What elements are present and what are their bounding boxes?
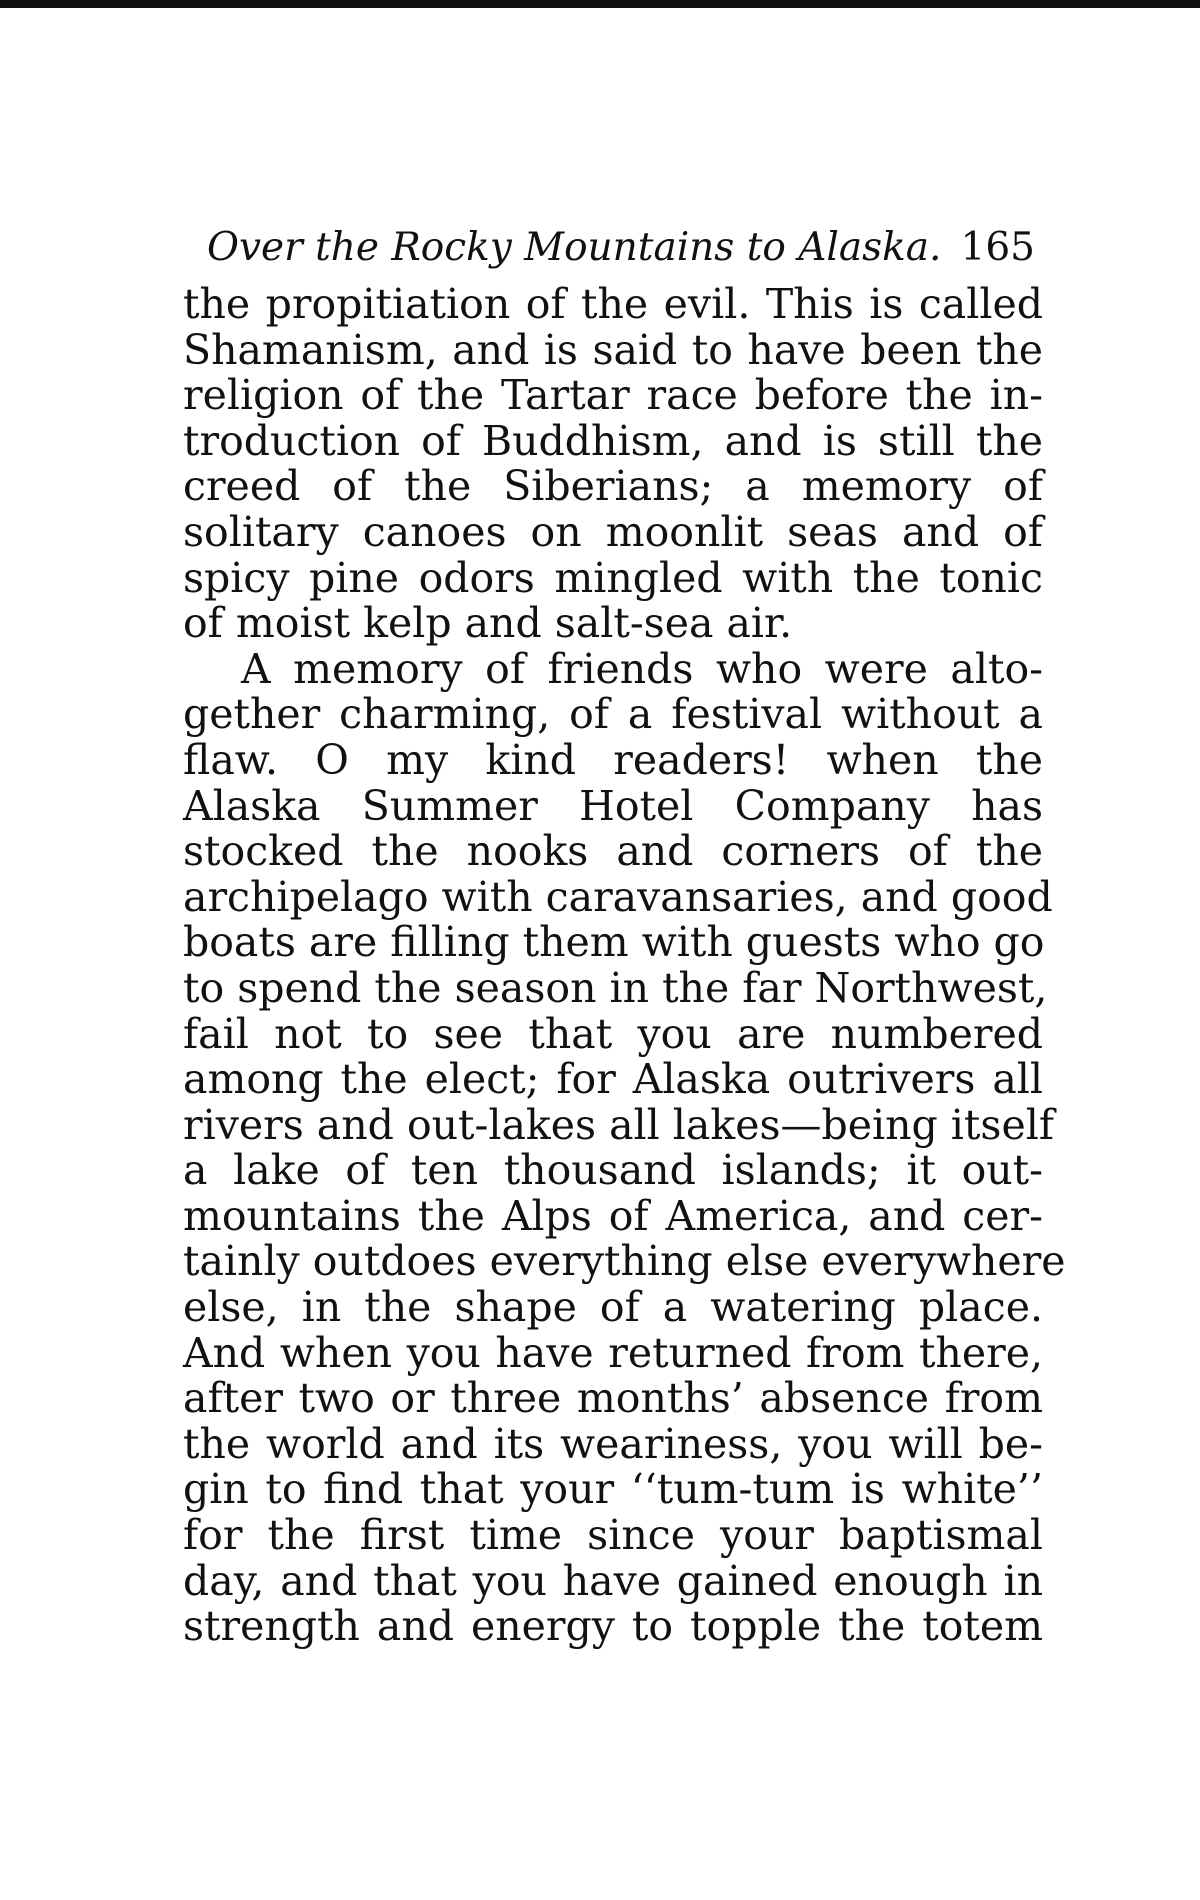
text-line: fail not to see that you are numbered (183, 1009, 1043, 1058)
body-text (183, 280, 1066, 1651)
text-line: stocked the nooks and corners of the (183, 827, 1043, 876)
paragraph (183, 282, 1043, 647)
text-line: strength and energy to topple the totem (183, 1602, 1043, 1651)
text-line: archipelago with caravansaries, and good (183, 872, 1053, 921)
text-line: the propitiation of the evil. This is called (183, 280, 1043, 328)
text-line: spicy pine odors mingled with the tonic (183, 553, 1043, 602)
text-line: creed of the Siberians; a memory of (183, 462, 1043, 511)
text-line: Alaska Summer Hotel Company has (183, 781, 1043, 830)
book-page (183, 220, 1066, 1651)
page-number: 165 (960, 225, 1035, 270)
text-line: troduction of Buddhism, and is still the (183, 416, 1043, 465)
text-line: And when you have returned from there, (183, 1328, 1043, 1377)
text-line: to spend the season in the far Northwest, (183, 963, 1048, 1012)
text-line: for the first time since your baptismal (183, 1511, 1043, 1560)
text-line: after two or three months’ absence from (183, 1374, 1043, 1423)
text-line: rivers and out-lakes all lakes—being itself (183, 1100, 1054, 1149)
text-line: day, and that you have gained enough in (183, 1556, 1043, 1605)
text-line: A memory of friends who were alto- (241, 644, 1043, 693)
top-border-rule (0, 0, 1200, 8)
text-line: among the elect; for Alaska outrivers all (183, 1055, 1043, 1104)
running-title: Over the Rocky Mountains to Alaska. (207, 225, 942, 270)
text-line: else, in the shape of a watering place. (183, 1283, 1043, 1332)
text-line: boats are filling them with guests who go (183, 918, 1045, 967)
text-line: religion of the Tartar race before the in- (183, 371, 1043, 420)
text-line: of moist kelp and salt-sea air. (183, 599, 793, 648)
text-line: mountains the Alps of America, and cer- (183, 1191, 1043, 1240)
text-line: a lake of ten thousand islands; it out- (183, 1146, 1043, 1195)
text-line: solitary canoes on moonlit seas and of (183, 507, 1043, 556)
text-line: Shamanism, and is said to have been the (183, 325, 1043, 374)
paragraph (183, 644, 1066, 1651)
text-line: gin to find that your ‘‘tum-tum is white’’ (183, 1465, 1043, 1514)
text-line: flaw. O my kind readers! when the (183, 735, 1043, 784)
page-header (183, 220, 1043, 276)
text-line: tainly outdoes everything else everywhere (183, 1237, 1066, 1286)
text-line: the world and its weariness, you will be- (183, 1419, 1043, 1468)
text-line: gether charming, of a festival without a (183, 690, 1043, 739)
